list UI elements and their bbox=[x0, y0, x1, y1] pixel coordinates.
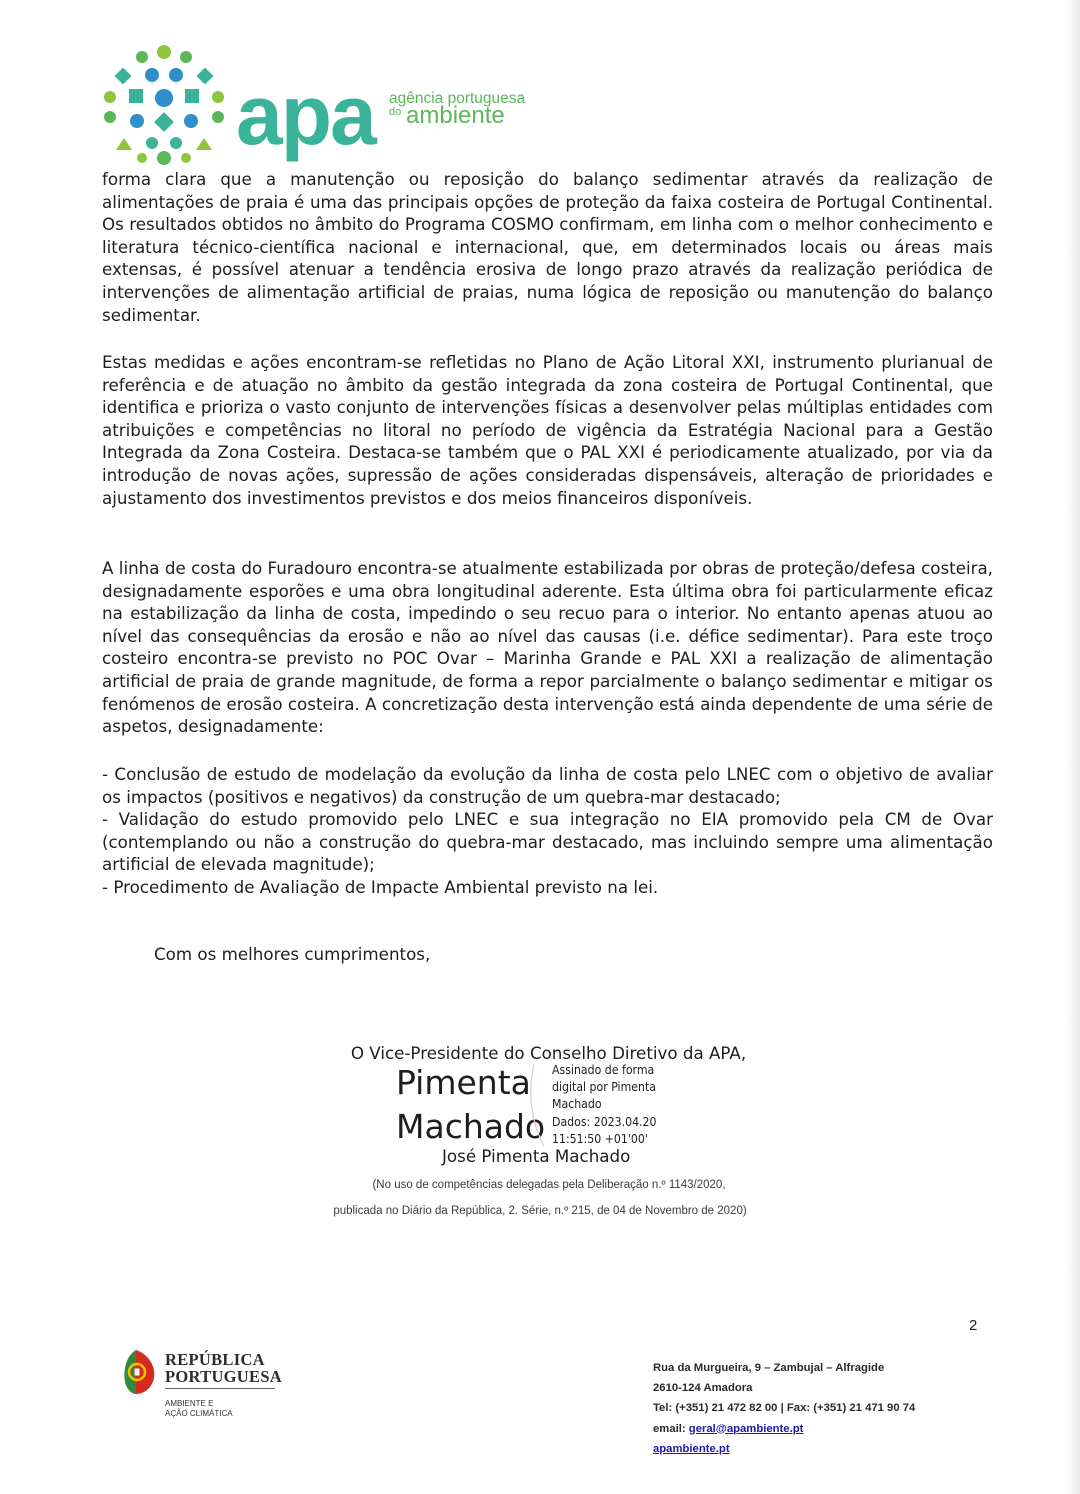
apa-logo-wordmark: apa bbox=[236, 68, 375, 162]
portuguese-flag-icon bbox=[122, 1348, 158, 1396]
digital-signature-details bbox=[552, 1062, 682, 1148]
digital-signature-name-line1: Pimenta bbox=[396, 1063, 531, 1102]
email-label: email: bbox=[653, 1422, 686, 1435]
address-line-2: 2610-124 Amadora bbox=[653, 1382, 753, 1395]
apa-logo bbox=[102, 42, 532, 167]
digital-signature-name-line2: Machado bbox=[396, 1107, 546, 1146]
apa-logo-tagline-ambiente: ambiente bbox=[406, 102, 505, 129]
address-line-1: Rua da Murgueira, 9 – Zambujal – Alfragide bbox=[653, 1362, 885, 1374]
republica-text-line2: PORTUGUESA bbox=[165, 1367, 283, 1386]
apa-logo-tagline-line1: agência portuguesa bbox=[389, 90, 526, 107]
signature-detail-line: 11:51:50 +01'00' bbox=[552, 1131, 648, 1146]
list-item: - Procedimento de Avaliação de Impacte Ambiental previsto na lei. bbox=[102, 876, 659, 897]
body-paragraph-3: A linha de costa do Furadouro encontra-se atualmente estabilizada por obras de proteção/defesa costeira, designadamente esporões e uma obra longitudinal aderente. Esta última obra foi particularmente eficaz na estabilização da linha de costa, impedindo o seu recuo para o interior. No entanto apenas atuou ao nível das consequências da erosão e não ao nível das causas (i.e. défice sedimentar). Para este troço costeiro encontra-se previsto no POC Ovar – Marinha Grande e PAL XXI a realização de alimentação artificial de praia de grande magnitude, de forma a repor parcialmente o balanço sedimentar e mitigar os fenómenos de erosão costeira. A concretização desta intervenção está ainda dependente de uma série de aspetos, designadamente: bbox=[102, 558, 993, 737]
apa-logo-mark-icon bbox=[102, 42, 226, 166]
body-paragraph-2: Estas medidas e ações encontram-se refletidas no Plano de Ação Litoral XXI, instrumento plurianual de referência e de atuação no âmbito da gestão integrada da zona costeira de Portugal Continental, que identifica e prioriza o vasto conjunto de intervenções físicas a desenvolver pelas múltiplas entidades com atribuições e competências no litoral no período de vigência da Estratégia Nacional para a Gestão Integrada da Zona Costeira. Destaca-se também que o PAL XXI é periodicamente atualizado, por via da introdução de novas ações, supressão de ações consideradas dispensáveis, alteração de prioridades e ajustamento dos investimentos previstos e dos meios financeiros disponíveis. bbox=[102, 352, 993, 508]
republica-portuguesa-logo bbox=[122, 1348, 322, 1428]
page-number: 2 bbox=[969, 1317, 978, 1334]
ministry-text-line1: AMBIENTE E bbox=[165, 1399, 214, 1408]
body-paragraph-1: forma clara que a manutenção ou reposição do balanço sedimentar através da realização de alimentações de praia é uma das principais opções de proteção da faixa costeira de Portugal Continental. Os resultados obtidos no âmbito do Programa COSMO confirmam, em linha com o melhor conhecimento e literatura técnico-científica nacional e internacional, que, em determinados locais ou áreas mais extensas, é possível atenuar a tendência erosiva de longo prazo através da realização periódica de intervenções de alimentação artificial de praias, numa lógica de reposição ou manutenção do balanço sedimentar. bbox=[102, 169, 993, 325]
signature-detail-line: digital por Pimenta bbox=[552, 1080, 657, 1095]
apa-logo-tagline-do: do bbox=[389, 106, 402, 118]
signatory-role: O Vice-Presidente do Conselho Diretivo da APA, bbox=[350, 1043, 747, 1063]
republica-text-line1: REPÚBLICA bbox=[165, 1350, 265, 1369]
phone-fax-line: Tel: (+351) 21 472 82 00 | Fax: (+351) 21 471 90 74 bbox=[653, 1402, 916, 1415]
delegation-note-line2: publicada no Diário da República, 2. Série, n.º 215, de 04 de Novembro de 2020) bbox=[333, 1205, 747, 1217]
footer-contacts bbox=[653, 1358, 915, 1459]
republica-divider bbox=[165, 1388, 275, 1389]
ministry-text-line2: AÇÃO CLIMÁTICA bbox=[165, 1409, 233, 1418]
website-line bbox=[653, 1439, 915, 1459]
email-line bbox=[653, 1419, 915, 1439]
signature-detail-line: Assinado de forma bbox=[552, 1063, 655, 1077]
website-link[interactable]: apambiente.pt bbox=[653, 1442, 730, 1455]
list-item: - Validação do estudo promovido pelo LNEC e sua integração no EIA promovido pela CM de Ovar (contemplando ou não a construção do quebra-mar destacado, mas incluindo sempre uma alimentação artificial de elevada magnitude); bbox=[102, 809, 993, 875]
signatory-name: José Pimenta Machado bbox=[442, 1146, 631, 1166]
signature-detail-line: Machado bbox=[552, 1097, 602, 1112]
list-item: - Conclusão de estudo de modelação da evolução da linha de costa pelo LNEC com o objetivo de avaliar os impactos (positivos e negativos) da construção de um quebra-mar destacado; bbox=[102, 764, 993, 807]
email-link[interactable]: geral@apambiente.pt bbox=[688, 1422, 804, 1435]
closing-salutation: Com os melhores cumprimentos, bbox=[154, 944, 431, 964]
delegation-note-line1: (No uso de competências delegadas pela Deliberação n.º 1143/2020, bbox=[372, 1179, 726, 1191]
requirements-list bbox=[102, 763, 993, 899]
page-edge-shadow bbox=[1066, 0, 1080, 1494]
signature-detail-line: Dados: 2023.04.20 bbox=[552, 1114, 657, 1129]
